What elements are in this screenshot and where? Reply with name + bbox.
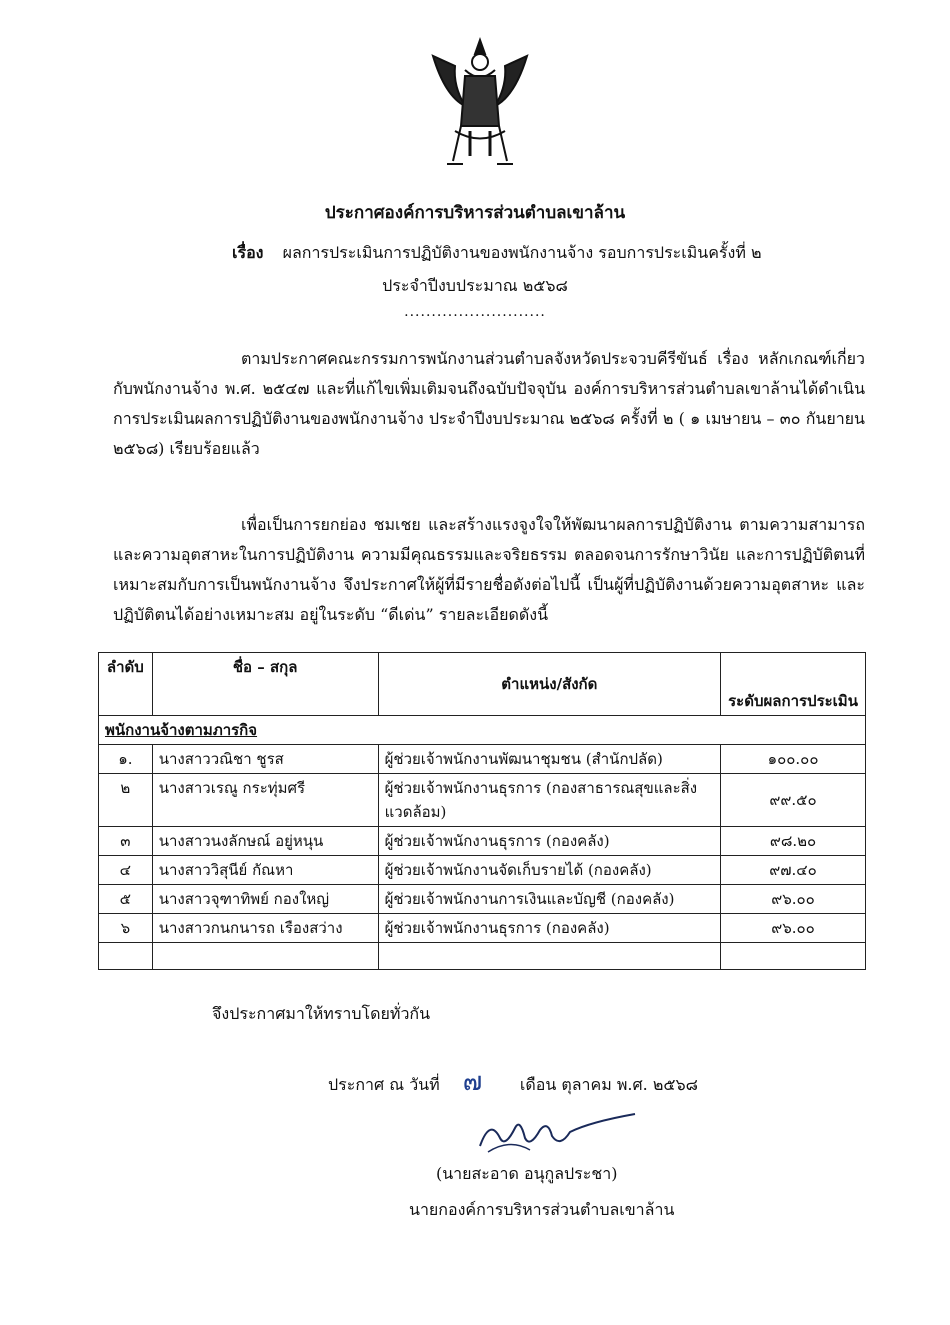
table-row — [99, 856, 866, 885]
row-position: ผู้ช่วยเจ้าพนักงานธุรการ (กองคลัง) — [378, 827, 720, 856]
table-row — [99, 774, 866, 827]
signer-name: (นายสะอาด อนุกูลประชา) — [436, 1164, 618, 1183]
header-score: ระดับผลการประเมิน — [721, 653, 866, 716]
subject-line — [232, 241, 762, 266]
table-row — [99, 914, 866, 943]
empty-cell — [99, 943, 153, 970]
table-row — [99, 827, 866, 856]
row-score: ๙๖.๐๐ — [721, 885, 866, 914]
table-row — [99, 745, 866, 774]
table-row-empty — [99, 943, 866, 970]
row-name: นางสาวนงลักษณ์ อยู่หนุน — [152, 827, 378, 856]
empty-cell — [721, 943, 866, 970]
subject-label: เรื่อง — [232, 243, 264, 262]
header-no: ลำดับ — [99, 653, 153, 716]
group-label: พนักงานจ้างตามภารกิจ — [99, 716, 866, 745]
row-name: นางสาววิสุนีย์ กัณหา — [152, 856, 378, 885]
date-prefix: ประกาศ ณ วันที่ — [328, 1075, 440, 1094]
row-position: ผู้ช่วยเจ้าพนักงานการเงินและบัญชี (กองคลัง) — [378, 885, 720, 914]
header-name: ชื่อ – สกุล — [152, 653, 378, 716]
row-no: ๑. — [99, 745, 153, 774]
group-row — [99, 716, 866, 745]
row-position: ผู้ช่วยเจ้าพนักงานจัดเก็บรายได้ (กองคลัง) — [378, 856, 720, 885]
paragraph-2: เพื่อเป็นการยกย่อง ชมเชย และสร้างแรงจูงใจให้พัฒนาผลการปฏิบัติงาน ตามความสามารถ และความอุตสาหะในการปฏิบัติงาน ความมีคุณธรรมและจริยธรรม ตลอดจนการรักษาวินัย และการปฏิบัติตนที่เหมาะสมกับการเป็นพนักงานจ้าง จึงประกาศให้ผู้ที่มีรายชื่อดังต่อไปนี้ เป็นผู้ที่ปฏิบัติงานด้วยความอุตสาหะ และปฏิบัติตนได้อย่างเหมาะสม อยู่ในระดับ “ดีเด่น” รายละเอียดดังนี้ — [113, 515, 865, 624]
row-name: นางสาวกนกนารถ เรืองสว่าง — [152, 914, 378, 943]
table-row — [99, 885, 866, 914]
announcement-date — [328, 1061, 698, 1102]
row-score: ๙๖.๐๐ — [721, 914, 866, 943]
row-no: ๕ — [99, 885, 153, 914]
row-no: ๓ — [99, 827, 153, 856]
subject-text-line2: ประจำปีงบประมาณ ๒๕๖๘ — [382, 276, 568, 295]
closing-text: จึงประกาศมาให้ทราบโดยทั่วกัน — [212, 1004, 431, 1023]
row-name: นางสาวจุฑาทิพย์ กองใหญ่ — [152, 885, 378, 914]
subject-text: ผลการประเมินการปฏิบัติงานของพนักงานจ้าง รอบการประเมินครั้งที่ ๒ — [282, 243, 762, 262]
announcement-title: ประกาศองค์การบริหารส่วนตำบลเขาล้าน — [324, 203, 626, 223]
row-position: ผู้ช่วยเจ้าพนักงานธุรการ (กองคลัง) — [378, 914, 720, 943]
row-score: ๙๗.๔๐ — [721, 856, 866, 885]
date-suffix: เดือน ตุลาคม พ.ศ. ๒๕๖๘ — [519, 1075, 698, 1094]
paragraph-1: ตามประกาศคณะกรรมการพนักงานส่วนตำบลจังหวัดประจวบคีรีขันธ์ เรื่อง หลักเกณฑ์เกี่ยวกับพนักงานจ้าง พ.ศ. ๒๕๔๗ และที่แก้ไขเพิ่มเติมจนถึงฉบับปัจจุบัน องค์การบริหารส่วนตำบลเขาล้านได้ดำเนินการประเมินผลการปฏิบัติงานของพนักงานจ้าง ประจำปีงบประมาณ ๒๕๖๘ ครั้งที่ ๒ ( ๑ เมษายน – ๓๐ กันยายน ๒๕๖๘) เรียบร้อยแล้ว — [113, 349, 865, 458]
empty-cell — [152, 943, 378, 970]
row-position: ผู้ช่วยเจ้าพนักงานพัฒนาชุมชน (สำนักปลัด) — [378, 745, 720, 774]
separator: .......................... — [404, 304, 546, 320]
signature-icon — [470, 1108, 640, 1158]
header-position: ตำแหน่ง/สังกัด — [378, 653, 720, 716]
row-score: ๙๘.๒๐ — [721, 827, 866, 856]
results-table — [98, 652, 866, 970]
empty-cell — [378, 943, 720, 970]
row-position: ผู้ช่วยเจ้าพนักงานธุรการ (กองสาธารณสุขและสิ่งแวดล้อม) — [378, 774, 720, 827]
date-day: ๗ — [462, 1067, 483, 1097]
row-name: นางสาววณิชา ชูรส — [152, 745, 378, 774]
row-no: ๔ — [99, 856, 153, 885]
signer-title: นายกองค์การบริหารส่วนตำบลเขาล้าน — [409, 1200, 675, 1219]
table-header-row — [99, 653, 866, 716]
row-score: ๑๐๐.๐๐ — [721, 745, 866, 774]
row-score: ๙๙.๕๐ — [721, 774, 866, 827]
row-name: นางสาวเรณู กระทุ่มศรี — [152, 774, 378, 827]
garuda-emblem-icon — [425, 36, 535, 176]
row-no: ๒ — [99, 774, 153, 827]
row-no: ๖ — [99, 914, 153, 943]
